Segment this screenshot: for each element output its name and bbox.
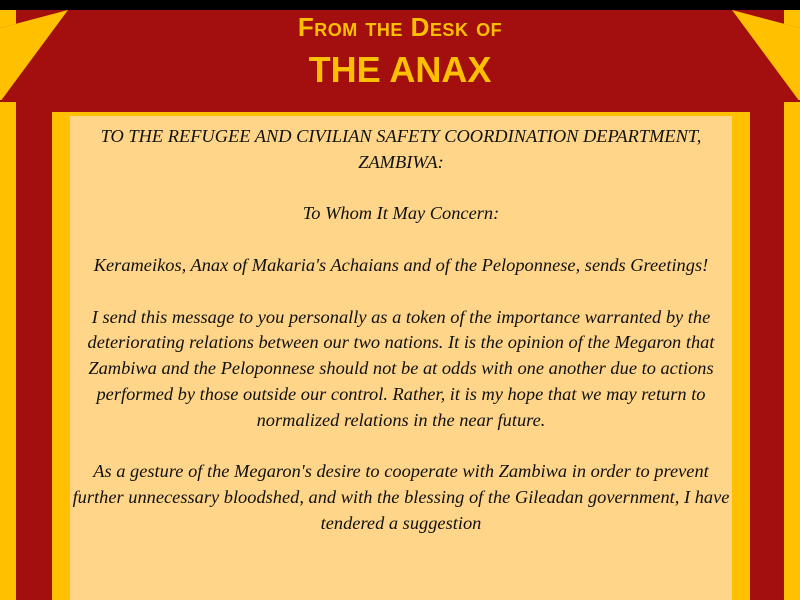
top-black-bar xyxy=(0,0,800,10)
letter-salutation: To Whom It May Concern: xyxy=(302,203,500,224)
header-subtitle: From the Desk of xyxy=(297,12,503,42)
letter-body xyxy=(70,124,732,563)
letter-greeting: Kerameikos, Anax of Makaria's Achaians and of the Peloponnese, sends Greetings! xyxy=(93,254,709,275)
letter-address: TO THE REFUGEE AND CIVILIAN SAFETY COORDINATION DEPARTMENT, ZAMBIWA: xyxy=(100,126,702,172)
header-title: THE ANAX xyxy=(308,49,492,90)
letter-paragraph-1: I send this message to you personally as a token of the importance warranted by the deteriorating relations between our two nations. It is the opinion of the Megaron that Zambiwa and the Peloponnese should not be at odds with one another due to actions performed by those outside our control. Rather, it is my hope that we may return to normalized relations in the near future. xyxy=(87,306,715,430)
letter-paragraph-2: As a gesture of the Megaron's desire to cooperate with Zambiwa in order to prevent further unnecessary bloodshed, and with the blessing of the Gileadan government, I have tendered a suggestion xyxy=(72,461,730,533)
